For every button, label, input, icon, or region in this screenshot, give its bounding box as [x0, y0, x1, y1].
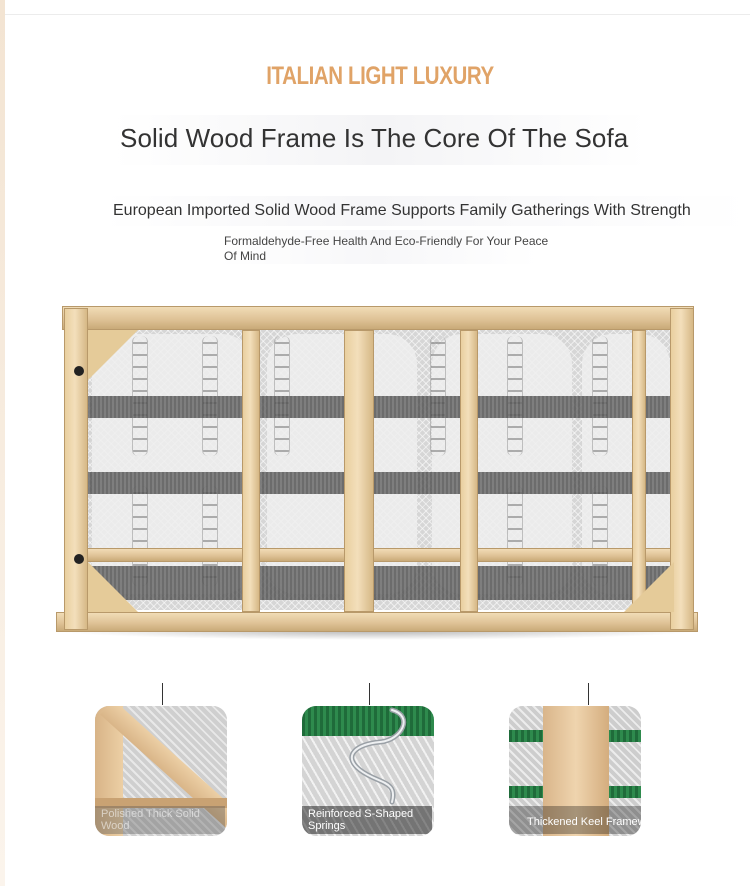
bolt: [74, 366, 84, 376]
webbing-strap: [86, 566, 674, 600]
left-accent-strip: [0, 0, 5, 886]
frame-keel: [460, 330, 478, 612]
webbing-strap: [86, 472, 674, 494]
feature-card-solid-wood: [95, 706, 227, 836]
left-post: [64, 308, 88, 630]
frame-keel: [632, 330, 646, 612]
callout-line: [369, 683, 370, 705]
callout-line: [162, 683, 163, 705]
s-spring-icon: [322, 706, 422, 816]
tagline: Formaldehyde-Free Health And Eco-Friendly For Your Peace Of Mind: [224, 234, 549, 263]
seat-rail: [86, 548, 674, 562]
top-divider: [0, 0, 750, 15]
page-title: Solid Wood Frame Is The Core Of The Sofa: [120, 123, 629, 153]
feature-caption: Thickened Keel Framework: [527, 816, 661, 828]
top-rail: [62, 306, 694, 330]
bolt: [74, 554, 84, 564]
frame-keel: [344, 330, 374, 612]
frame-keel: [242, 330, 260, 612]
sofa-frame-image: [52, 296, 702, 646]
callout-line: [588, 683, 589, 705]
bottom-rail: [56, 612, 698, 632]
feature-caption: Reinforced S-Shaped Springs: [302, 806, 432, 834]
feature-card-springs: [302, 706, 434, 836]
brand-title: ITALIAN LIGHT LUXURY: [266, 62, 494, 90]
webbing-strap: [86, 396, 674, 418]
feature-caption: Polished Thick Solid Wood: [95, 806, 225, 834]
subheadline: European Imported Solid Wood Frame Supports Family Gatherings With Strength: [113, 202, 691, 219]
